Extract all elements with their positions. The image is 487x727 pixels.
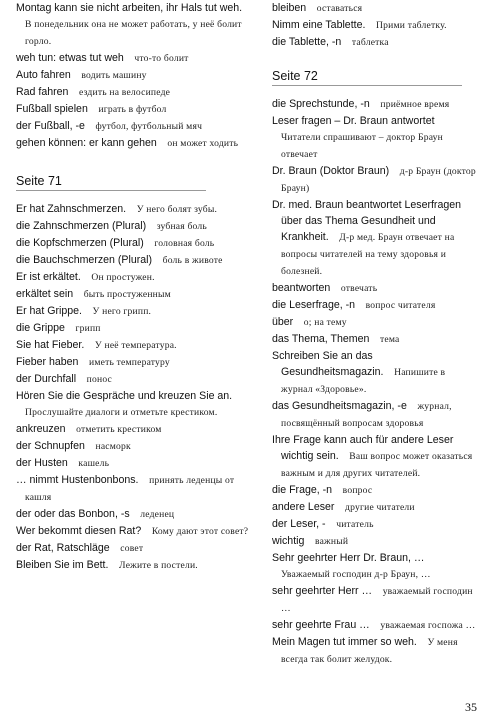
german-term: Sehr geehrter Herr Dr. Braun, … (272, 552, 425, 564)
vocab-entry (16, 0, 254, 50)
russian-translation: играть в футбол (98, 104, 167, 115)
german-term: der Husten (16, 457, 68, 469)
vocab-entry (272, 432, 478, 482)
vocab-entry (16, 269, 254, 286)
vocab-entry (272, 34, 478, 51)
russian-translation: вопрос (342, 485, 373, 496)
german-term: Rad fahren (16, 86, 69, 98)
russian-translation: принять леденцы от кашля (25, 475, 235, 503)
russian-translation: кашель (78, 458, 110, 469)
vocab-entry (16, 354, 254, 371)
russian-translation: У меня всегда так болит желудок. (281, 637, 458, 665)
russian-translation: иметь температуру (89, 357, 170, 368)
vocab-list-top (272, 0, 478, 51)
vocab-entry (16, 303, 254, 320)
vocab-entry (272, 280, 478, 297)
russian-translation: У него грипп. (92, 306, 152, 317)
russian-translation: Напишите в журнал «Здоровье». (281, 367, 446, 395)
section-heading-seite-72: Seite 72 (272, 69, 462, 86)
vocab-entry (16, 67, 254, 84)
german-term: Auto fahren (16, 69, 71, 81)
vocab-entry (272, 533, 478, 550)
russian-translation: Прими таблетку. (376, 20, 447, 31)
vocab-entry (16, 235, 254, 252)
german-term: Sie hat Fieber. (16, 339, 85, 351)
russian-translation: оставаться (316, 3, 363, 14)
german-term: der Leser, - (272, 518, 326, 530)
vocab-entry (272, 617, 478, 634)
german-term: Leser fragen – Dr. Braun antwortet (272, 115, 435, 127)
german-term: Wer bekommt diesen Rat? (16, 525, 142, 537)
russian-translation: важный (314, 536, 349, 547)
vocab-list-top (16, 0, 254, 152)
russian-translation: совет (120, 543, 144, 554)
russian-translation: таблетка (351, 37, 389, 48)
russian-translation: Лежите в постели. (119, 560, 198, 571)
german-term: das Thema, Themen (272, 333, 370, 345)
german-term: die Frage, -n (272, 484, 333, 496)
vocab-entry (16, 438, 254, 455)
german-term: der Schnupfen (16, 440, 85, 452)
vocab-entry (16, 201, 254, 218)
russian-translation: что-то болит (134, 53, 189, 64)
russian-translation: леденец (140, 509, 175, 520)
russian-translation: грипп (75, 323, 101, 334)
russian-translation: тема (379, 334, 400, 345)
vocab-list-seite-71 (16, 201, 254, 574)
german-term: … nimmt Hustenbonbons. (16, 474, 139, 486)
russian-translation: Читатели спрашивают – доктор Браун отвечает (281, 132, 443, 160)
vocab-entry (16, 118, 254, 135)
russian-translation: В понедельник она не может работать, у неё болит горло. (25, 19, 242, 47)
german-term: wichtig (272, 535, 305, 547)
vocab-entry (272, 113, 478, 163)
german-term: ankreuzen (16, 423, 66, 435)
german-term: Er hat Zahnschmerzen. (16, 203, 127, 215)
russian-translation: Ваш вопрос может оказаться важным и для других читателей. (281, 451, 473, 479)
german-term: über (272, 316, 294, 328)
german-term: die Leserfrage, -n (272, 299, 356, 311)
vocab-entry (16, 320, 254, 337)
german-term: der oder das Bonbon, -s (16, 508, 130, 520)
vocab-entry (272, 314, 478, 331)
german-term: die Zahnschmerzen (Plural) (16, 220, 147, 232)
vocab-entry (272, 499, 478, 516)
vocab-entry (272, 197, 478, 280)
vocab-entry (272, 297, 478, 314)
russian-translation: приёмное время (380, 99, 450, 110)
vocab-entry (272, 17, 478, 34)
section-heading-seite-71: Seite 71 (16, 174, 206, 191)
german-term: Fußball spielen (16, 103, 88, 115)
right-column (272, 0, 478, 668)
german-term: andere Leser (272, 501, 335, 513)
german-term: erkältet sein (16, 288, 74, 300)
german-term: die Bauchschmerzen (Plural) (16, 254, 153, 266)
vocab-entry (16, 135, 254, 152)
german-term: Ihre Frage kann auch für andere Leser wichtig sein. (272, 434, 454, 462)
russian-translation: насморк (95, 441, 131, 452)
vocab-entry (272, 482, 478, 499)
vocab-list-seite-72 (272, 96, 478, 668)
russian-translation: о; на тему (303, 317, 347, 328)
german-term: die Grippe (16, 322, 65, 334)
vocab-entry (272, 550, 478, 583)
german-term: Er hat Grippe. (16, 305, 82, 317)
russian-translation: У неё температура. (94, 340, 177, 351)
german-term: Bleiben Sie im Bett. (16, 559, 109, 571)
vocab-entry (272, 96, 478, 113)
russian-translation: уважаемый господин … (281, 586, 473, 614)
vocab-entry (16, 523, 254, 540)
russian-translation: читатель (336, 519, 374, 530)
german-term: sehr geehrte Frau … (272, 619, 370, 631)
vocab-entry (16, 455, 254, 472)
vocab-entry (272, 634, 478, 668)
vocab-entry (16, 506, 254, 523)
russian-translation: футбол, футбольный мяч (95, 121, 203, 132)
russian-translation: он может ходить (167, 138, 239, 149)
vocab-entry (16, 50, 254, 67)
german-term: Fieber haben (16, 356, 79, 368)
german-term: der Fußball, -e (16, 120, 85, 132)
russian-translation: Прослушайте диалоги и отметьте крестиком. (25, 407, 218, 418)
russian-translation: головная боль (154, 238, 215, 249)
vocab-entry (16, 337, 254, 354)
german-term: Er ist erkältet. (16, 271, 81, 283)
vocab-entry (16, 286, 254, 303)
russian-translation: другие читатели (345, 502, 415, 513)
vocab-entry (272, 516, 478, 533)
german-term: Montag kann sie nicht arbeiten, ihr Hals tut weh. (16, 2, 243, 14)
german-term: Hören Sie die Gespräche und kreuzen Sie an. (16, 390, 233, 402)
german-term: Schreiben Sie an das Gesundheitsmagazin. (272, 350, 384, 378)
russian-translation: вопрос читателя (365, 300, 436, 311)
left-column (16, 0, 254, 574)
vocab-entry (16, 218, 254, 235)
vocab-entry (16, 472, 254, 506)
page-number: 35 (465, 700, 477, 714)
german-term: der Durchfall (16, 373, 77, 385)
russian-translation: отвечать (340, 283, 378, 294)
vocab-entry (272, 163, 478, 197)
german-term: die Kopfschmerzen (Plural) (16, 237, 144, 249)
german-term: bleiben (272, 2, 307, 14)
russian-translation: Д-р мед. Браун отвечает на вопросы читателей на тему здоровья и болезней. (281, 232, 455, 277)
russian-translation: Он простужен. (91, 272, 155, 283)
vocab-entry (272, 348, 478, 398)
vocab-entry (272, 398, 478, 432)
german-term: Nimm eine Tablette. (272, 19, 366, 31)
german-term: die Sprechstunde, -n (272, 98, 370, 110)
vocab-entry (16, 371, 254, 388)
german-term: das Gesundheitsmagazin, -e (272, 400, 407, 412)
vocab-entry (272, 583, 478, 617)
german-term: Mein Magen tut immer so weh. (272, 636, 417, 648)
vocab-entry (16, 84, 254, 101)
german-term: Dr. med. Braun beantwortet Leserfragen über das Thema Gesundheit und Krankheit. (272, 199, 462, 243)
russian-translation: быть простуженным (83, 289, 171, 300)
vocab-entry (16, 388, 254, 421)
vocab-entry (16, 101, 254, 118)
russian-translation: У него болят зубы. (136, 204, 218, 215)
russian-translation: боль в животе (162, 255, 223, 266)
russian-translation: понос (86, 374, 113, 385)
german-term: beantworten (272, 282, 331, 294)
german-term: gehen können: er kann gehen (16, 137, 157, 149)
german-term: der Rat, Ratschläge (16, 542, 110, 554)
russian-translation: Кому дают этот совет? (151, 526, 249, 537)
russian-translation: д-р Браун (доктор Браун) (281, 166, 476, 194)
german-term: weh tun: etwas tut weh (16, 52, 124, 64)
vocab-entry (16, 421, 254, 438)
vocab-entry (272, 331, 478, 348)
vocab-entry (272, 0, 478, 17)
german-term: sehr geehrter Herr … (272, 585, 373, 597)
german-term: die Tablette, -n (272, 36, 342, 48)
vocab-entry (16, 252, 254, 269)
vocab-entry (16, 557, 254, 574)
russian-translation: журнал, посвящённый вопросам здоровья (281, 401, 452, 429)
russian-translation: ездить на велосипеде (79, 87, 171, 98)
russian-translation: уважаемая госпожа … (380, 620, 476, 631)
russian-translation: водить машину (81, 70, 147, 81)
russian-translation: Уважаемый господин д-р Браун, … (281, 569, 431, 580)
russian-translation: отметить крестиком (76, 424, 162, 435)
russian-translation: зубная боль (156, 221, 207, 232)
vocab-entry (16, 540, 254, 557)
german-term: Dr. Braun (Doktor Braun) (272, 165, 390, 177)
